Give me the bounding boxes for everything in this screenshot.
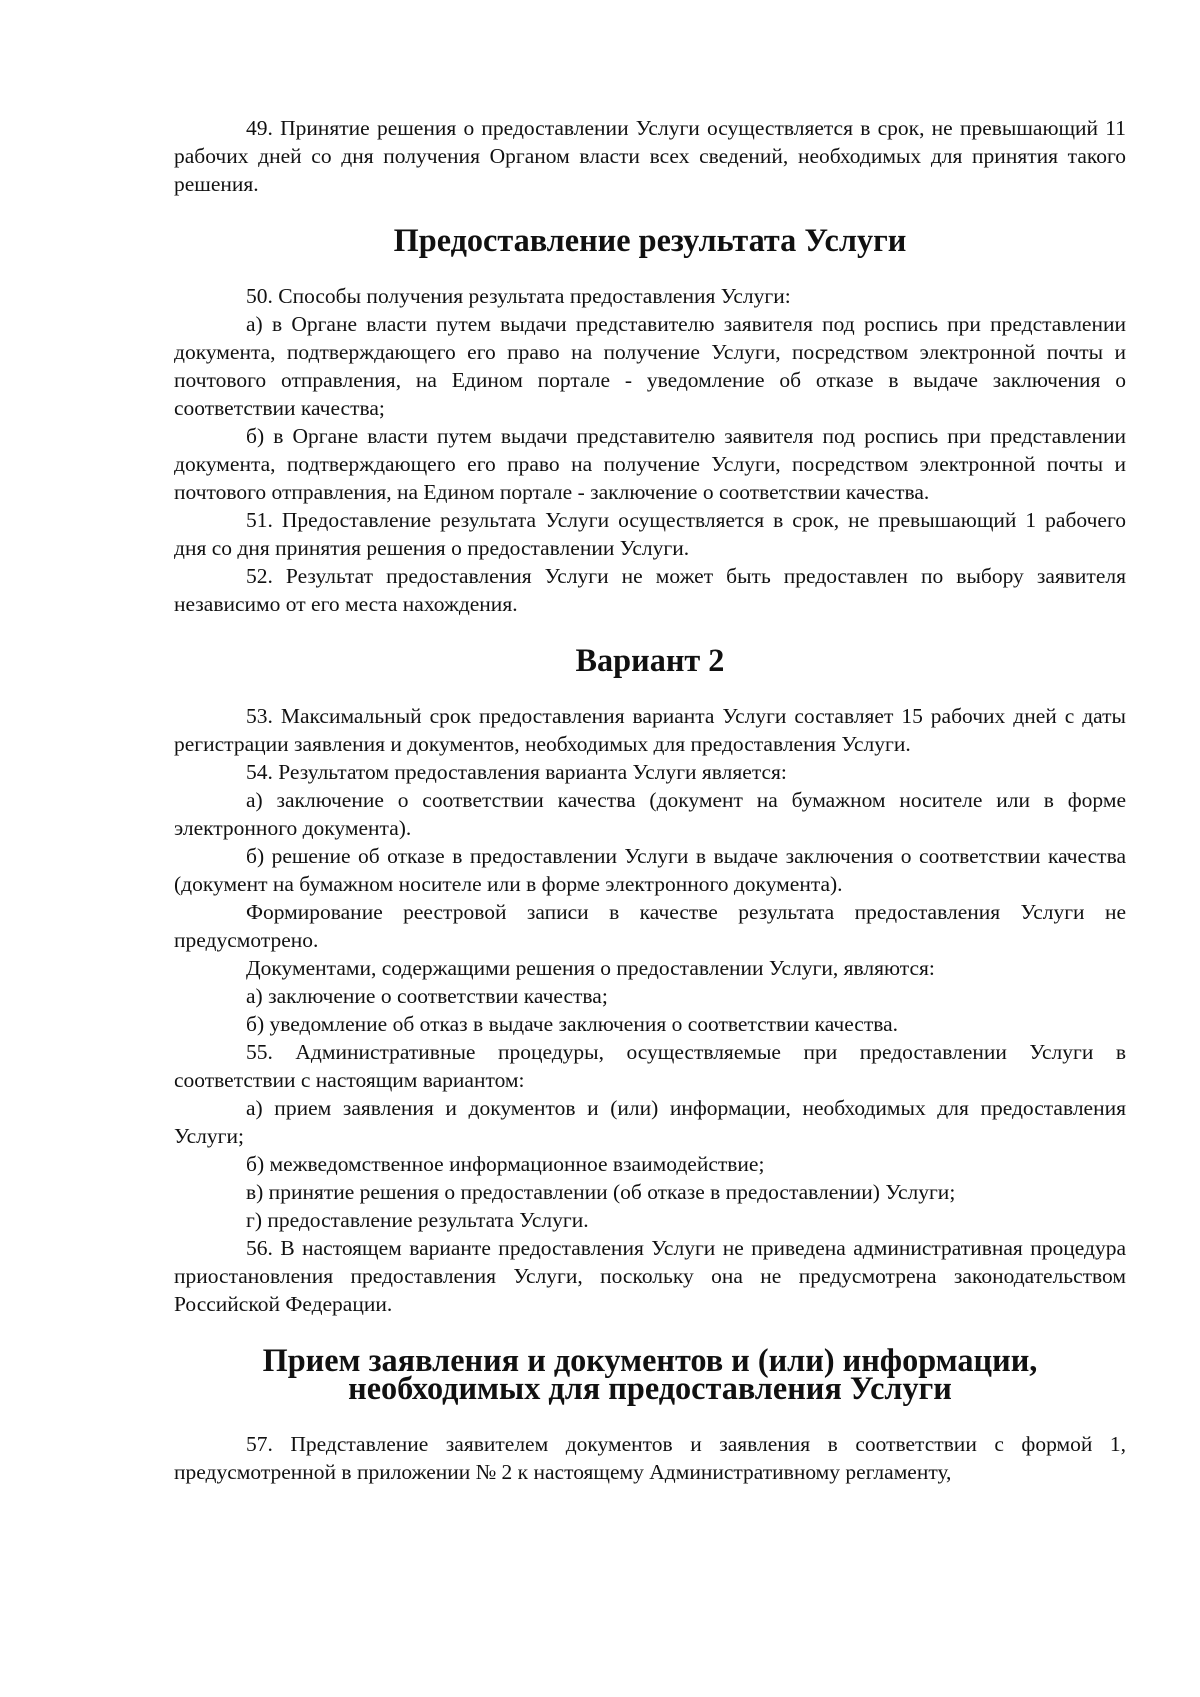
paragraph-54-b: б) решение об отказе в предоставлении Услуги в выдаче заключения о соответствии качества (документ на бумажном носителе или в форме электронного документа). [174,844,1126,896]
paragraph-decision-documents-a: а) заключение о соответствии качества; [246,984,608,1008]
section-decision-term [174,114,1126,198]
paragraph-56: 56. В настоящем варианте предоставления Услуги не приведена административная процедура приостановления предоставления Услуги, поскольку она не предусмотрена законодательством Российской Федерации. [174,1236,1126,1316]
paragraph-53: 53. Максимальный срок предоставления варианта Услуги составляет 15 рабочих дней с даты регистрации заявления и документов, необходимых для предоставления Услуги. [174,704,1126,756]
paragraph-49: 49. Принятие решения о предоставлении Услуги осуществляется в срок, не превышающий 11 рабочих дней со дня получения Органом власти всех сведений, необходимых для принятия такого решения. [174,116,1126,196]
paragraph-registry-record: Формирование реестровой записи в качестве результата предоставления Услуги не предусмотрено. [174,900,1126,952]
paragraph-54-a: а) заключение о соответствии качества (документ на бумажном носителе или в форме электронного документа). [174,788,1126,840]
paragraph-55-a: а) прием заявления и документов и (или) информации, необходимых для предоставления Услуги; [174,1096,1126,1148]
paragraph-55-v: в) принятие решения о предоставлении (об отказе в предоставлении) Услуги; [246,1180,956,1204]
section-result-provision [174,282,1126,618]
heading-application-intake-line-2: необходимых для предоставления Услуги [348,1370,952,1406]
paragraph-50: 50. Способы получения результата предоставления Услуги: [246,284,791,308]
paragraph-55-g: г) предоставление результата Услуги. [246,1208,589,1232]
heading-result-provision: Предоставление результата Услуги [393,222,907,258]
paragraph-54: 54. Результатом предоставления варианта Услуги является: [246,760,787,784]
paragraph-decision-documents-b: б) уведомление об отказ в выдаче заключения о соответствии качества. [246,1012,899,1036]
section-variant-2 [174,702,1126,1318]
paragraph-51: 51. Предоставление результата Услуги осуществляется в срок, не превышающий 1 рабочего дня со дня принятия решения о предоставлении Услуги. [174,508,1126,560]
paragraph-55: 55. Административные процедуры, осуществляемые при предоставлении Услуги в соответствии с настоящим вариантом: [174,1040,1126,1092]
document-page [174,114,1126,1486]
paragraph-50-a: а) в Органе власти путем выдачи представителю заявителя под роспись при представлении документа, подтверждающего его право на получение Услуги, посредством электронной почты и почтового отправления, на Едином портале - уведомление об отказе в выдаче заключения о соответствии качества; [174,312,1126,420]
heading-application-intake-line-1: Прием заявления и документов и (или) информации, [262,1342,1038,1378]
paragraph-55-b: б) межведомственное информационное взаимодействие; [246,1152,765,1176]
heading-variant-2: Вариант 2 [575,642,725,678]
paragraph-52: 52. Результат предоставления Услуги не может быть предоставлен по выбору заявителя независимо от его места нахождения. [174,564,1126,616]
heading-application-intake [174,1342,1126,1406]
paragraph-57: 57. Представление заявителем документов и заявления в соответствии с формой 1, предусмотренной в приложении № 2 к настоящему Административному регламенту, [174,1432,1126,1484]
paragraph-50-b: б) в Органе власти путем выдачи представителю заявителя под роспись при представлении документа, подтверждающего его право на получение Услуги, посредством электронной почты и почтового отправления, на Едином портале - заключение о соответствии качества. [174,424,1126,504]
section-application-intake [174,1430,1126,1486]
paragraph-decision-documents: Документами, содержащими решения о предоставлении Услуги, являются: [246,956,935,980]
